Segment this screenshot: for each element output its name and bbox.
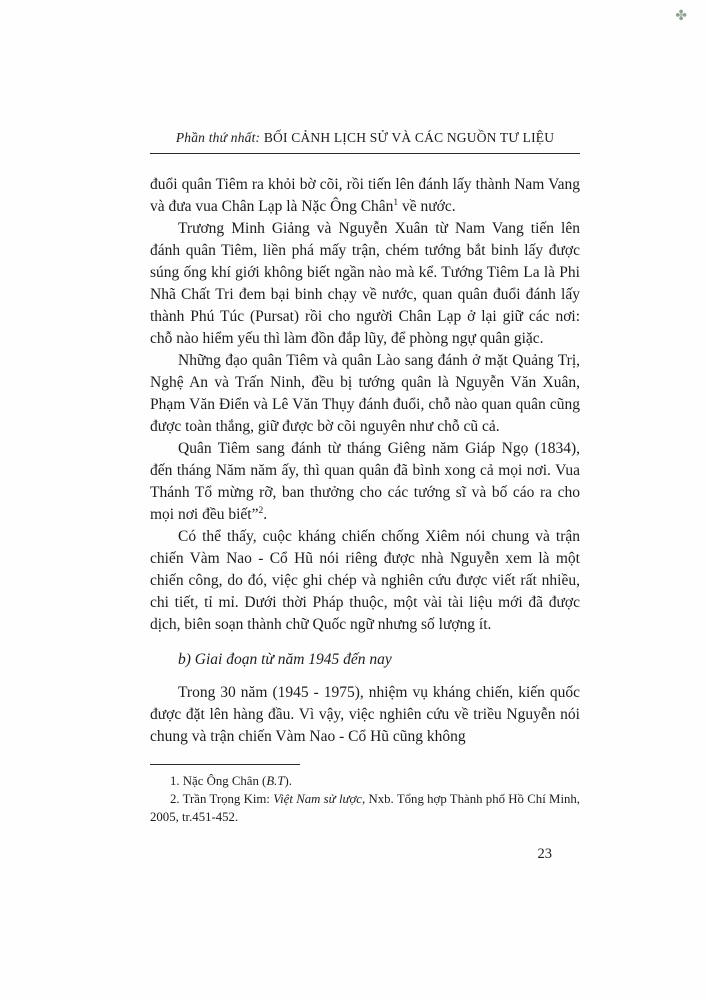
section-subheading: b) Giai đoạn từ năm 1945 đến nay: [178, 651, 392, 668]
footnote-rule: [150, 764, 300, 765]
footnotes-section: [150, 764, 580, 826]
paragraph-5: Có thể thấy, cuộc kháng chiến chống Xiêm nói chung và trận chiến Vàm Nao - Cổ Hũ nói riêng được nhà Nguyễn xem là một chiến công, do đó, việc ghi chép và nghiên cứu được viết rất nhiều, chi tiết, tỉ mỉ. Dưới thời Pháp thuộc, một vài tài liệu mới đã được dịch, biên soạn thành chữ Quốc ngữ nhưng số lượng ít.: [150, 528, 580, 633]
running-header: [150, 130, 580, 146]
paragraph-4-text: Quân Tiêm sang đánh từ tháng Giêng năm Giáp Ngọ (1834), đến tháng Năm năm ấy, thì quan quân đã bình xong cả mọi nơi. Vua Thánh Tổ mừng rỡ, ban thưởng cho các tướng sĩ và bố cáo ra cho mọi nơi đều biết”: [150, 440, 580, 523]
paragraph-4: [150, 438, 580, 526]
footnote-2-text-end: , Nxb. Tổng hợp Thành phố Hồ Chí Minh, 2005, tr.451-452.: [150, 792, 580, 824]
page-number: 23: [537, 846, 552, 862]
footnote-2: [150, 790, 580, 826]
footnote-1-italic: B.T: [266, 774, 285, 788]
footnote-ref-2: 2: [258, 505, 264, 516]
footnote-2-text: 2. Trần Trọng Kim:: [170, 792, 274, 806]
footnote-1-text: 1. Nặc Ông Chân (: [170, 774, 267, 788]
footnote-2-italic: Việt Nam sử lược: [273, 792, 362, 806]
paragraph-1: [150, 174, 580, 218]
running-header-part-title: Phần thứ nhất:: [175, 130, 264, 145]
paragraph-1-text-end: về nước.: [398, 198, 456, 215]
footnote-1-text-end: ).: [284, 774, 292, 788]
flower-ornament-icon: ✤: [675, 9, 687, 24]
footnote-1: [150, 772, 580, 790]
paragraph-4-text-end: .: [263, 506, 268, 523]
page-content: [150, 130, 580, 863]
footnote-ref-1: 1: [393, 197, 399, 208]
paragraph-2: Trương Minh Giảng và Nguyễn Xuân từ Nam Vang tiến lên đánh quân Tiêm, liền phá mấy trận, chém tướng bắt binh lấy được súng ống khí giới không biết ngần nào mà kể. Tướng Tiêm La là Phi Nhã Chất Tri đem bại binh chạy về nước, quan quân đuổi đánh lấy thành Phú Túc (Pursat) rồi cho người Chân Lạp ở lại giữ các nơi: chỗ nào hiểm yếu thì làm đồn đắp lũy, để phòng ngự quân giặc.: [150, 220, 580, 347]
paragraph-3: Những đạo quân Tiêm và quân Lào sang đánh ở mặt Quảng Trị, Nghệ An và Trấn Ninh, đều bị tướng quân là Nguyễn Văn Xuân, Phạm Văn Điển và Lê Văn Thụy đánh đuổi, chỗ nào quan quân cũng được toàn thắng, giữ được bờ cõi nguyên như chỗ cũ cả.: [150, 352, 580, 435]
body-text: [150, 174, 580, 748]
paragraph-1-text: đuổi quân Tiêm ra khỏi bờ cõi, rồi tiến lên đánh lấy thành Nam Vang và đưa vua Chân Lạp là Nặc Ông Chân: [150, 176, 580, 215]
header-rule: [150, 153, 580, 154]
running-header-chapter-title: BỐI CẢNH LỊCH SỬ VÀ CÁC NGUỒN TƯ LIỆU: [263, 130, 555, 145]
paragraph-6: Trong 30 năm (1945 - 1975), nhiệm vụ kháng chiến, kiến quốc được đặt lên hàng đầu. Vì vậy, việc nghiên cứu về triều Nguyễn nói chung và trận chiến Vàm Nao - Cổ Hũ cũng không: [150, 684, 580, 745]
